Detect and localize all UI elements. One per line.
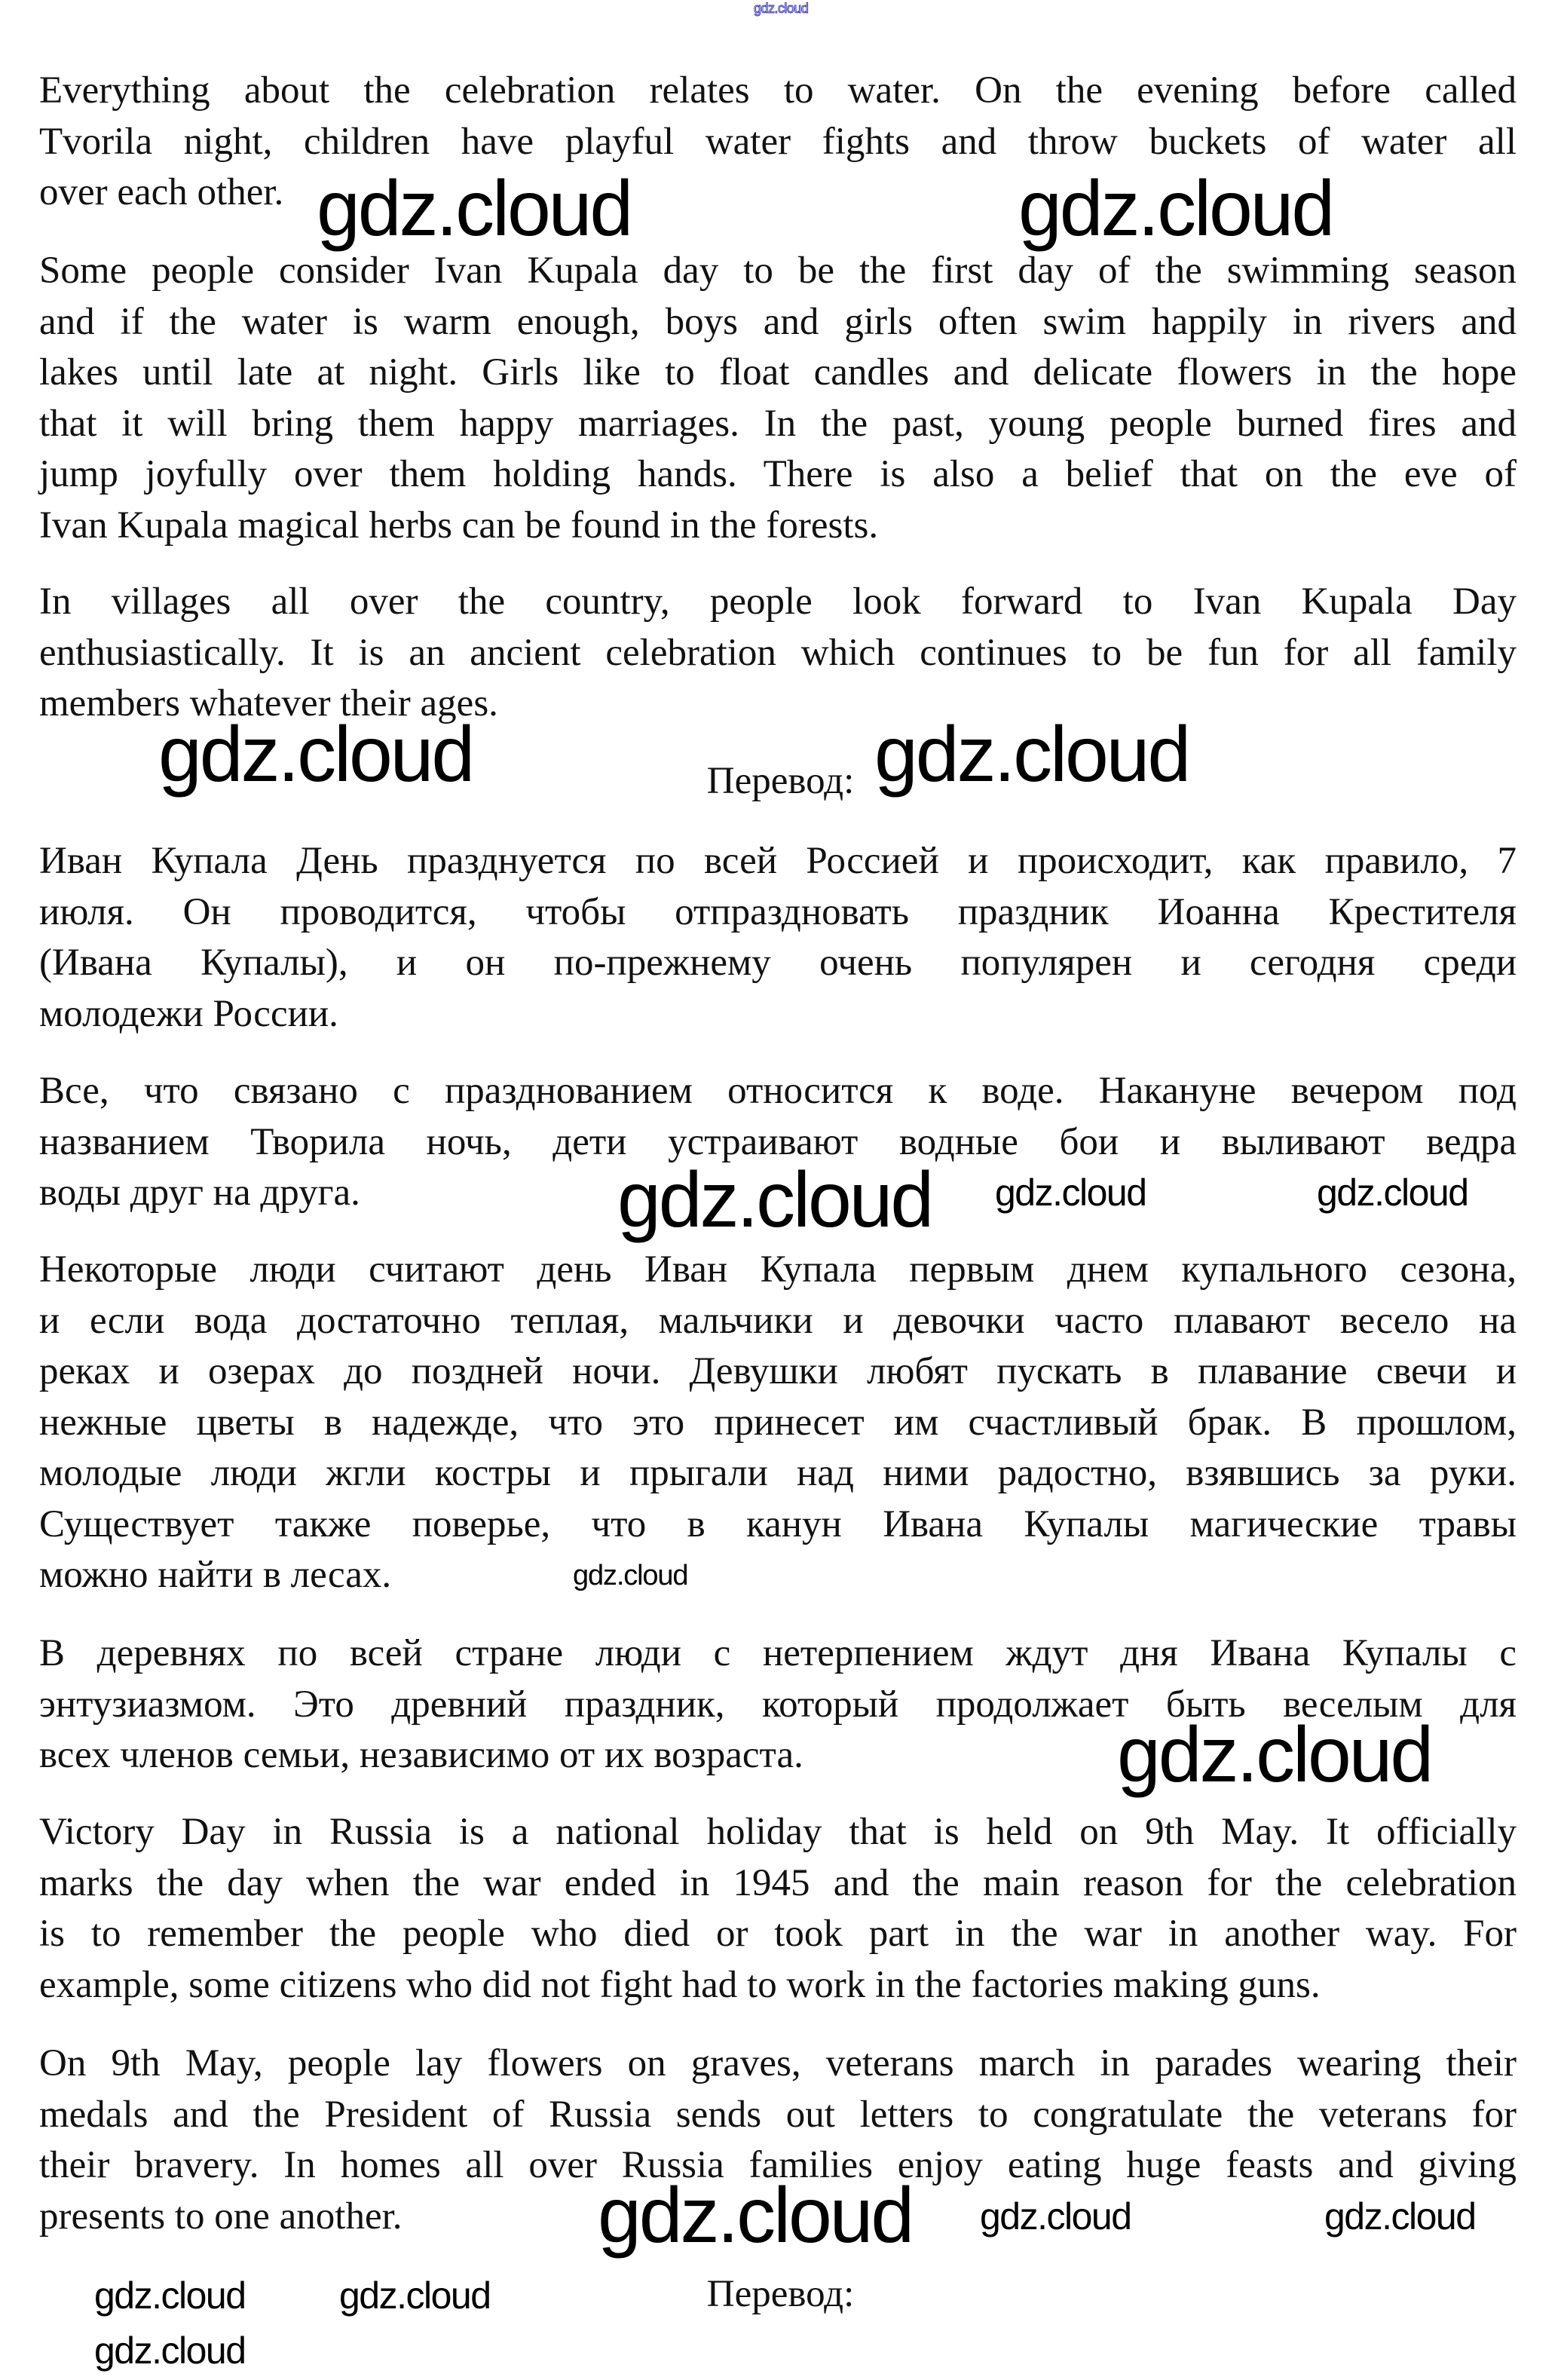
text-line: their bravery. In homes all over Russia families enjoy eating huge feasts and giving bbox=[39, 2144, 1517, 2186]
text-line: энтузиазмом. Это древний праздник, который продолжает быть веселым для bbox=[39, 1683, 1517, 1726]
text-line: is to remember the people who died or took part in the war in another way. For bbox=[39, 1913, 1517, 1955]
text-line: Victory Day in Russia is a national holiday that is held on 9th May. It officially bbox=[39, 1811, 1517, 1853]
text-line: (Ивана Купалы), и он по-прежнему очень популярен и сегодня среди bbox=[39, 942, 1517, 984]
text-line: молодые люди жгли костры и прыгали над ними радостно, взявшись за руки. bbox=[39, 1452, 1517, 1494]
translation-label: Перевод: bbox=[706, 760, 855, 802]
text-line: воды друг на друга. bbox=[39, 1172, 360, 1214]
watermark: gdz.cloud bbox=[995, 1172, 1146, 1214]
text-line: Иван Купала День празднуется по всей Россией и происходит, как правило, 7 bbox=[39, 840, 1517, 882]
text-line: Tvorila night, children have playful water fights and throw buckets of water all bbox=[39, 120, 1517, 163]
text-line: example, some citizens who did not fight had to work in the factories making guns. bbox=[39, 1963, 1321, 2006]
text-line: presents to one another. bbox=[39, 2195, 402, 2238]
paragraph bbox=[39, 1807, 1517, 2011]
text-line: В деревнях по всей стране люди с нетерпением ждут дня Ивана Купалы с bbox=[39, 1632, 1517, 1674]
text-line: названием Творила ночь, дети устраивают водные бои и выливают ведра bbox=[39, 1120, 1517, 1163]
text-line: that it will bring them happy marriages. In the past, young people burned fires and bbox=[39, 402, 1517, 445]
text-line: over each other. bbox=[39, 171, 284, 213]
text-line: In villages all over the country, people look forward to Ivan Kupala Day bbox=[39, 580, 1517, 623]
text-line: lakes until late at night. Girls like to float candles and delicate flowers in the hope bbox=[39, 351, 1517, 394]
text-line: реках и озерах до поздней ночи. Девушки любят пускать в плавание свечи и bbox=[39, 1350, 1517, 1392]
watermark: gdz.cloud bbox=[1324, 2195, 1476, 2238]
text-line: medals and the President of Russia sends out letters to congratulate the veterans for bbox=[39, 2093, 1517, 2136]
text-line: всех членов семьи, независимо от их возраста. bbox=[39, 1734, 803, 1776]
text-line: Все, что связано с празднованием относится к воде. Накануне вечером под bbox=[39, 1070, 1517, 1112]
text-line: Существует также поверье, что в канун Ивана Купалы магические травы bbox=[39, 1502, 1517, 1545]
text-line: On 9th May, people lay flowers on graves, veterans march in parades wearing their bbox=[39, 2042, 1517, 2084]
text-line: июля. Он проводится, чтобы отпраздновать праздник Иоанна Крестителя bbox=[39, 890, 1517, 933]
paragraph bbox=[39, 577, 1517, 730]
watermark: gdz.cloud bbox=[1018, 165, 1333, 253]
watermark: gdz.cloud bbox=[94, 2329, 246, 2372]
text-line: молодежи России. bbox=[39, 992, 338, 1035]
text-line: можно найти в лесах. bbox=[39, 1554, 392, 1596]
watermark: gdz.cloud bbox=[1117, 1711, 1432, 1799]
text-line: и если вода достаточно теплая, мальчики и девочки часто плавают весело на bbox=[39, 1299, 1517, 1342]
watermark: gdz.cloud bbox=[94, 2274, 246, 2317]
text-line: Некоторые люди считают день Иван Купала первым днем купального сезона, bbox=[39, 1248, 1517, 1291]
translation-label: Перевод: bbox=[706, 2273, 855, 2315]
watermark: gdz.cloud bbox=[573, 1560, 688, 1591]
text-line: marks the day when the war ended in 1945 and the main reason for the celebration bbox=[39, 1861, 1517, 1904]
watermark: gdz.cloud bbox=[1317, 1172, 1468, 1214]
paragraph bbox=[39, 836, 1517, 1040]
watermark: gdz.cloud bbox=[317, 165, 632, 253]
text-line: Everything about the celebration relates to water. On the evening before called bbox=[39, 69, 1517, 112]
watermark: gdz.cloud bbox=[874, 711, 1189, 798]
watermark: gdz.cloud bbox=[754, 1, 809, 16]
text-line: Ivan Kupala magical herbs can be found in the forests. bbox=[39, 504, 879, 547]
text-line: нежные цветы в надежде, что это принесет им счастливый брак. В прошлом, bbox=[39, 1401, 1517, 1444]
text-line: and if the water is warm enough, boys and girls often swim happily in rivers and bbox=[39, 300, 1517, 343]
text-line: Some people consider Ivan Kupala day to be the first day of the swimming season bbox=[39, 250, 1517, 292]
text-line: enthusiastically. It is an ancient celebration which continues to be fun for all family bbox=[39, 631, 1517, 674]
watermark: gdz.cloud bbox=[158, 711, 473, 798]
watermark: gdz.cloud bbox=[598, 2172, 913, 2259]
watermark: gdz.cloud bbox=[980, 2195, 1131, 2238]
paragraph bbox=[39, 1245, 1517, 1601]
paragraph bbox=[39, 246, 1517, 551]
watermark: gdz.cloud bbox=[617, 1156, 932, 1244]
text-line: members whatever their ages. bbox=[39, 682, 498, 724]
watermark: gdz.cloud bbox=[339, 2274, 491, 2317]
text-line: jump joyfully over them holding hands. There is also a belief that on the eve of bbox=[39, 453, 1517, 495]
